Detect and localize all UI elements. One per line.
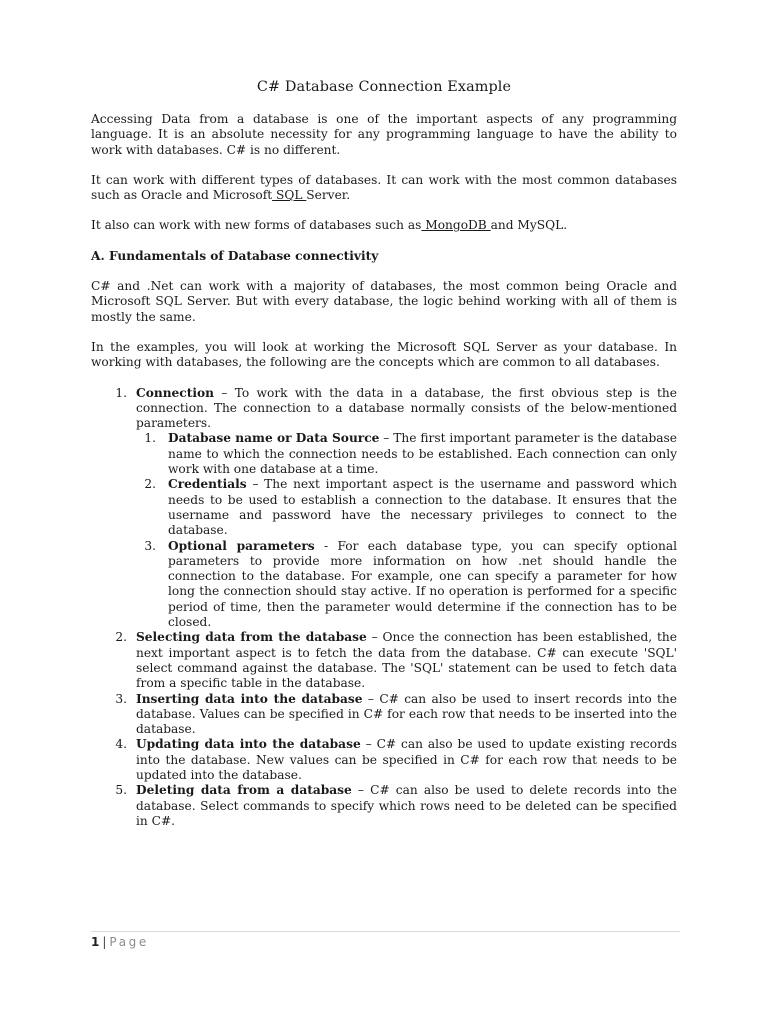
list-item-text: – To work with the data in a database, the first obvious step is the connection. The connection to a database normally consists of the below-mentioned parameters.	[136, 385, 677, 431]
fundamentals-paragraph: C# and .Net can work with a majority of databases, the most common being Oracle and Microsoft SQL Server. But with every database, the logic behind working with all of them is mostly the same.	[91, 279, 677, 324]
list-item-text: – C# can also be used to insert records into the database. Values can be specified in C# for each row that needs to be inserted into the database.	[136, 691, 677, 737]
databases-text-end: Server.	[306, 188, 351, 203]
list-item-term: Inserting data into the database	[136, 691, 363, 706]
page-title: C# Database Connection Example	[256, 79, 512, 95]
databases-paragraph	[91, 173, 677, 204]
list-item-number: 3.	[115, 691, 127, 706]
list-item	[91, 692, 677, 738]
new-databases-text-end: and MySQL.	[490, 218, 568, 233]
list-item-term: Selecting data from the database	[136, 630, 367, 645]
sub-list-item-number: 3.	[144, 538, 156, 553]
new-databases-paragraph	[91, 218, 677, 233]
list-item-number: 2.	[115, 630, 127, 645]
section-heading: A. Fundamentals of Database connectivity	[91, 248, 379, 263]
sub-list-item-term: Optional parameters	[168, 538, 315, 553]
sub-list-item-text: – The next important aspect is the username and password which needs to be used to establish a connection to the database. It ensures that the username and password have the necessary privileges to connect to the database.	[168, 477, 677, 538]
list-item	[91, 783, 677, 829]
sub-list-item-text: – The first important parameter is the database name to which the connection needs to be established. Each connection can only work with one database at a time.	[168, 431, 677, 477]
sub-list-item-term: Database name or Data Source	[168, 431, 380, 446]
sub-list-item-term: Credentials	[168, 477, 247, 492]
page-label: Page	[109, 935, 149, 949]
intro-paragraph: Accessing Data from a database is one of the important aspects of any programming language. It is an absolute necessity for any programming language to have the ability to work with databases. C# is no different.	[91, 112, 677, 157]
list-item-term: Updating data into the database	[136, 737, 361, 752]
list-item-text: – Once the connection has been established, the next important aspect is to fetch the data from the database. C# can execute 'SQL' select command against the database. The 'SQL' statement can be used to fetch data from a specific table in the database.	[136, 630, 677, 691]
list-item-number: 4.	[115, 737, 127, 752]
concepts-list	[91, 386, 677, 830]
sql-link[interactable]: SQL	[272, 188, 307, 203]
connection-parameters-list	[136, 431, 677, 630]
new-databases-text: It also can work with new forms of databases such as	[91, 218, 422, 233]
footer-divider	[91, 931, 680, 932]
mongodb-link[interactable]: MongoDB	[421, 218, 491, 233]
list-item-text: – C# can also be used to delete records into the database. Select commands to specify which rows need to be deleted can be specified in C#.	[136, 783, 677, 828]
sub-list-item	[136, 431, 677, 477]
list-item-term: Deleting data from a database	[136, 783, 352, 798]
list-item-text: – C# can also be used to update existing records into the database. New values can be specified in C# for each row that needs to be updated into the database.	[136, 737, 677, 782]
page-footer	[91, 935, 149, 949]
list-item-number: 5.	[115, 783, 127, 798]
document-body	[91, 78, 677, 829]
databases-text: It can work with different types of databases. It can work with the most common databases such as Oracle and Microsoft	[91, 172, 677, 203]
sub-list-item	[136, 539, 677, 631]
examples-paragraph: In the examples, you will look at working the Microsoft SQL Server as your database. In working with databases, the following are the concepts which are common to all databases.	[91, 339, 677, 370]
list-item	[91, 630, 677, 691]
sub-list-item-number: 2.	[144, 477, 156, 492]
sub-list-item-number: 1.	[144, 431, 156, 446]
list-item	[91, 737, 677, 783]
footer-separator: |	[102, 935, 107, 949]
sub-list-item	[136, 477, 677, 538]
list-item-number: 1.	[115, 385, 127, 400]
sub-list-item-text: - For each database type, you can specify optional parameters to provide more information on how .net should handle the connection to the database. For example, one can specify a parameter for how long the connection should stay active. If no operation is performed for a specific period of time, then the parameter would determine if the connection has to be closed.	[168, 538, 677, 630]
page-number: 1	[91, 935, 100, 949]
list-item	[91, 386, 677, 631]
list-item-term: Connection	[136, 385, 214, 400]
